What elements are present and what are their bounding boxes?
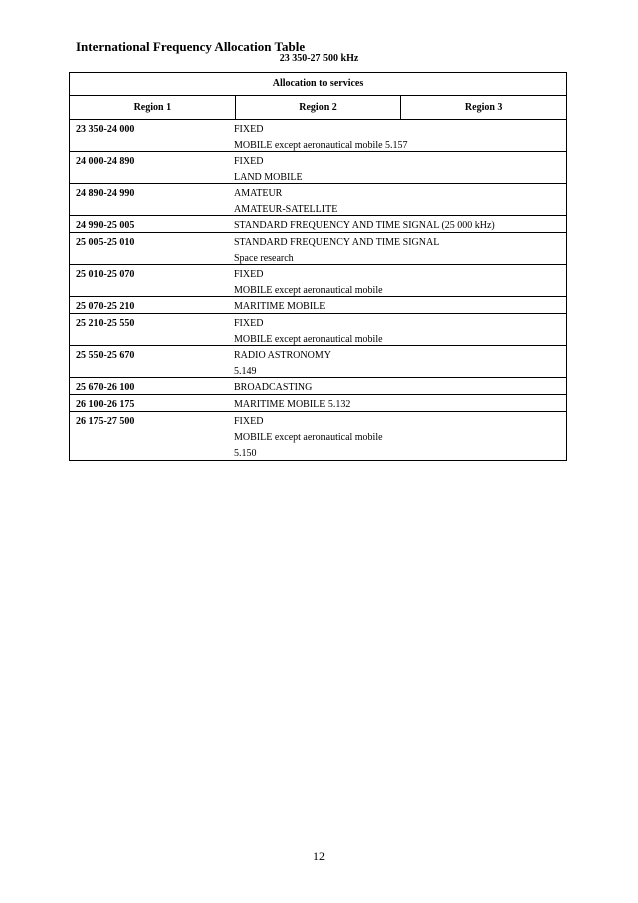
band-services <box>234 395 566 411</box>
band-services <box>234 346 566 377</box>
service-line: BROADCASTING <box>234 382 313 393</box>
service-line: LAND MOBILE <box>234 172 303 183</box>
page-number: 12 <box>313 849 325 863</box>
band-frequency: 25 670-26 100 <box>76 382 135 393</box>
band-frequency: 24 000-24 890 <box>76 156 135 167</box>
region-1-header: Region 1 <box>133 102 172 113</box>
band-frequency: 26 175-27 500 <box>76 416 135 427</box>
allocation-header: Allocation to services <box>70 73 566 96</box>
band-row <box>70 297 566 314</box>
band-frequency: 26 100-26 175 <box>76 399 135 410</box>
service-line: 5.149 <box>234 366 257 377</box>
band-services <box>234 265 566 296</box>
band-frequency: 25 005-25 010 <box>76 237 135 248</box>
band-row <box>70 346 566 378</box>
band-row <box>70 184 566 216</box>
service-line: MOBILE except aeronautical mobile <box>234 334 383 345</box>
band-services <box>234 120 566 151</box>
band-frequency: 25 070-25 210 <box>76 301 135 312</box>
band-row <box>70 216 566 233</box>
service-line: FIXED <box>234 416 264 427</box>
document-title: International Frequency Allocation Table <box>76 39 306 54</box>
service-line: MOBILE except aeronautical mobile 5.157 <box>234 140 408 151</box>
band-frequency: 24 890-24 990 <box>76 188 135 199</box>
region-3-header: Region 3 <box>400 96 566 119</box>
band-services <box>234 412 566 460</box>
band-row <box>70 152 566 184</box>
service-line: AMATEUR <box>234 188 283 199</box>
service-line: MARITIME MOBILE <box>234 301 326 312</box>
band-frequency: 23 350-24 000 <box>76 124 135 135</box>
service-line: MOBILE except aeronautical mobile <box>234 285 383 296</box>
band-services <box>234 152 566 183</box>
band-row <box>70 378 566 395</box>
band-row <box>70 412 566 460</box>
band-services <box>234 314 566 345</box>
band-services <box>234 184 566 215</box>
service-line: 5.150 <box>234 448 257 459</box>
allocation-table <box>69 72 567 461</box>
service-line: STANDARD FREQUENCY AND TIME SIGNAL <box>234 237 440 248</box>
service-line: FIXED <box>234 269 264 280</box>
service-line: STANDARD FREQUENCY AND TIME SIGNAL (25 000 kHz) <box>234 220 495 231</box>
band-services <box>234 378 566 394</box>
band-frequency: 25 010-25 070 <box>76 269 135 280</box>
band-services <box>234 233 566 264</box>
frequency-range-title: 23 350-27 500 kHz <box>279 53 359 64</box>
band-row <box>70 314 566 346</box>
service-line: FIXED <box>234 318 264 329</box>
service-line: MARITIME MOBILE 5.132 <box>234 399 351 410</box>
service-line: Space research <box>234 253 294 264</box>
band-services <box>234 297 566 313</box>
band-row <box>70 120 566 152</box>
service-line: AMATEUR-SATELLITE <box>234 204 338 215</box>
region-2-header: Region 2 <box>235 96 401 119</box>
band-row <box>70 395 566 412</box>
band-row <box>70 233 566 265</box>
band-rows <box>70 120 566 460</box>
service-line: MOBILE except aeronautical mobile <box>234 432 383 443</box>
band-frequency: 25 210-25 550 <box>76 318 135 329</box>
service-line: FIXED <box>234 124 264 135</box>
service-line: FIXED <box>234 156 264 167</box>
band-frequency: 24 990-25 005 <box>76 220 135 231</box>
band-row <box>70 265 566 297</box>
region-header-row <box>70 96 566 120</box>
band-services <box>234 216 566 232</box>
band-frequency: 25 550-25 670 <box>76 350 135 361</box>
service-line: RADIO ASTRONOMY <box>234 350 331 361</box>
